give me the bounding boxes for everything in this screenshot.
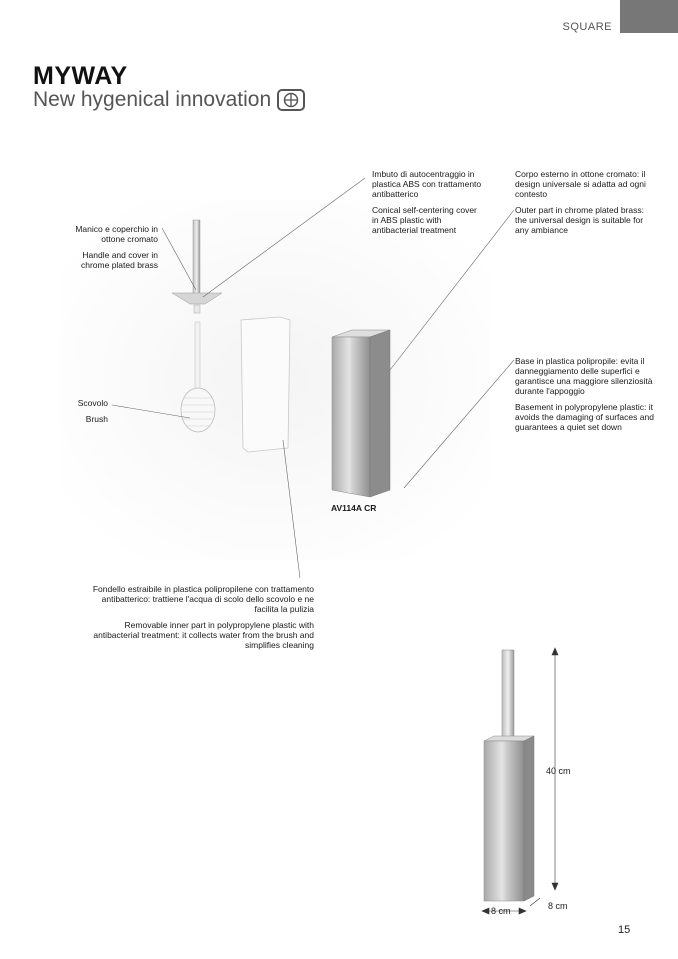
note-brush: [60, 398, 108, 430]
note-handle-it: Manico e coperchio in ottone cromato: [75, 224, 158, 244]
page-number: 15: [618, 924, 631, 936]
dimension-height: 40 cm: [546, 766, 571, 776]
note-handle: [62, 224, 158, 276]
product-title: MYWAY: [33, 62, 128, 90]
note-funnel-it: Imbuto di autocentraggio in plastica ABS con trattamento antibatterico: [372, 169, 482, 199]
note-brush-en: Brush: [85, 414, 108, 424]
note-base-en: Basement in polypropylene plastic: it avoids the damaging of surfaces and guarantees a quiet set down: [515, 402, 654, 432]
note-inner-it: Fondello estraibile in plastica polipropilene con trattamento antibatterico: trattiene l'acqua di scolo dello scovolo e ne facilita la pulizia: [92, 584, 314, 614]
dimension-depth: 8 cm: [548, 901, 568, 911]
handle-rod: [193, 220, 200, 295]
note-brush-it: Scovolo: [77, 398, 108, 408]
note-inner: [82, 584, 314, 656]
note-funnel: [372, 169, 482, 241]
product-code: AV114A CR: [331, 503, 377, 513]
dimension-width: 8 cm: [491, 906, 511, 916]
note-base-it: Base in plastica polipropile: evita il danneggiamento delle superfici e garantisce una maggiore silenziosità durante l'appoggio: [515, 356, 653, 396]
note-funnel-en: Conical self-centering cover in ABS plastic with antibacterial treatment: [372, 205, 477, 235]
note-base: [515, 356, 657, 438]
brush-head: [181, 388, 215, 432]
inner-part: [241, 317, 290, 452]
subtitle-text: New hygenical innovation: [33, 88, 272, 111]
brush-stem: [195, 322, 200, 392]
note-handle-en: Handle and cover in chrome plated brass: [80, 250, 158, 270]
section-label: SQUARE: [562, 21, 612, 33]
note-outer-it: Corpo esterno in ottone cromato: il design universale si adatta ad ogni contesto: [515, 169, 646, 199]
note-outer: [515, 169, 657, 241]
outer-body: [332, 337, 370, 497]
note-inner-en: Removable inner part in polypropylene plastic with antibacterial treatment: it collects water from the brush and simplifies cleaning: [93, 620, 314, 650]
product-preview: [484, 741, 524, 901]
note-outer-en: Outer part in chrome plated brass: the universal design is suitable for any ambiance: [515, 205, 644, 235]
